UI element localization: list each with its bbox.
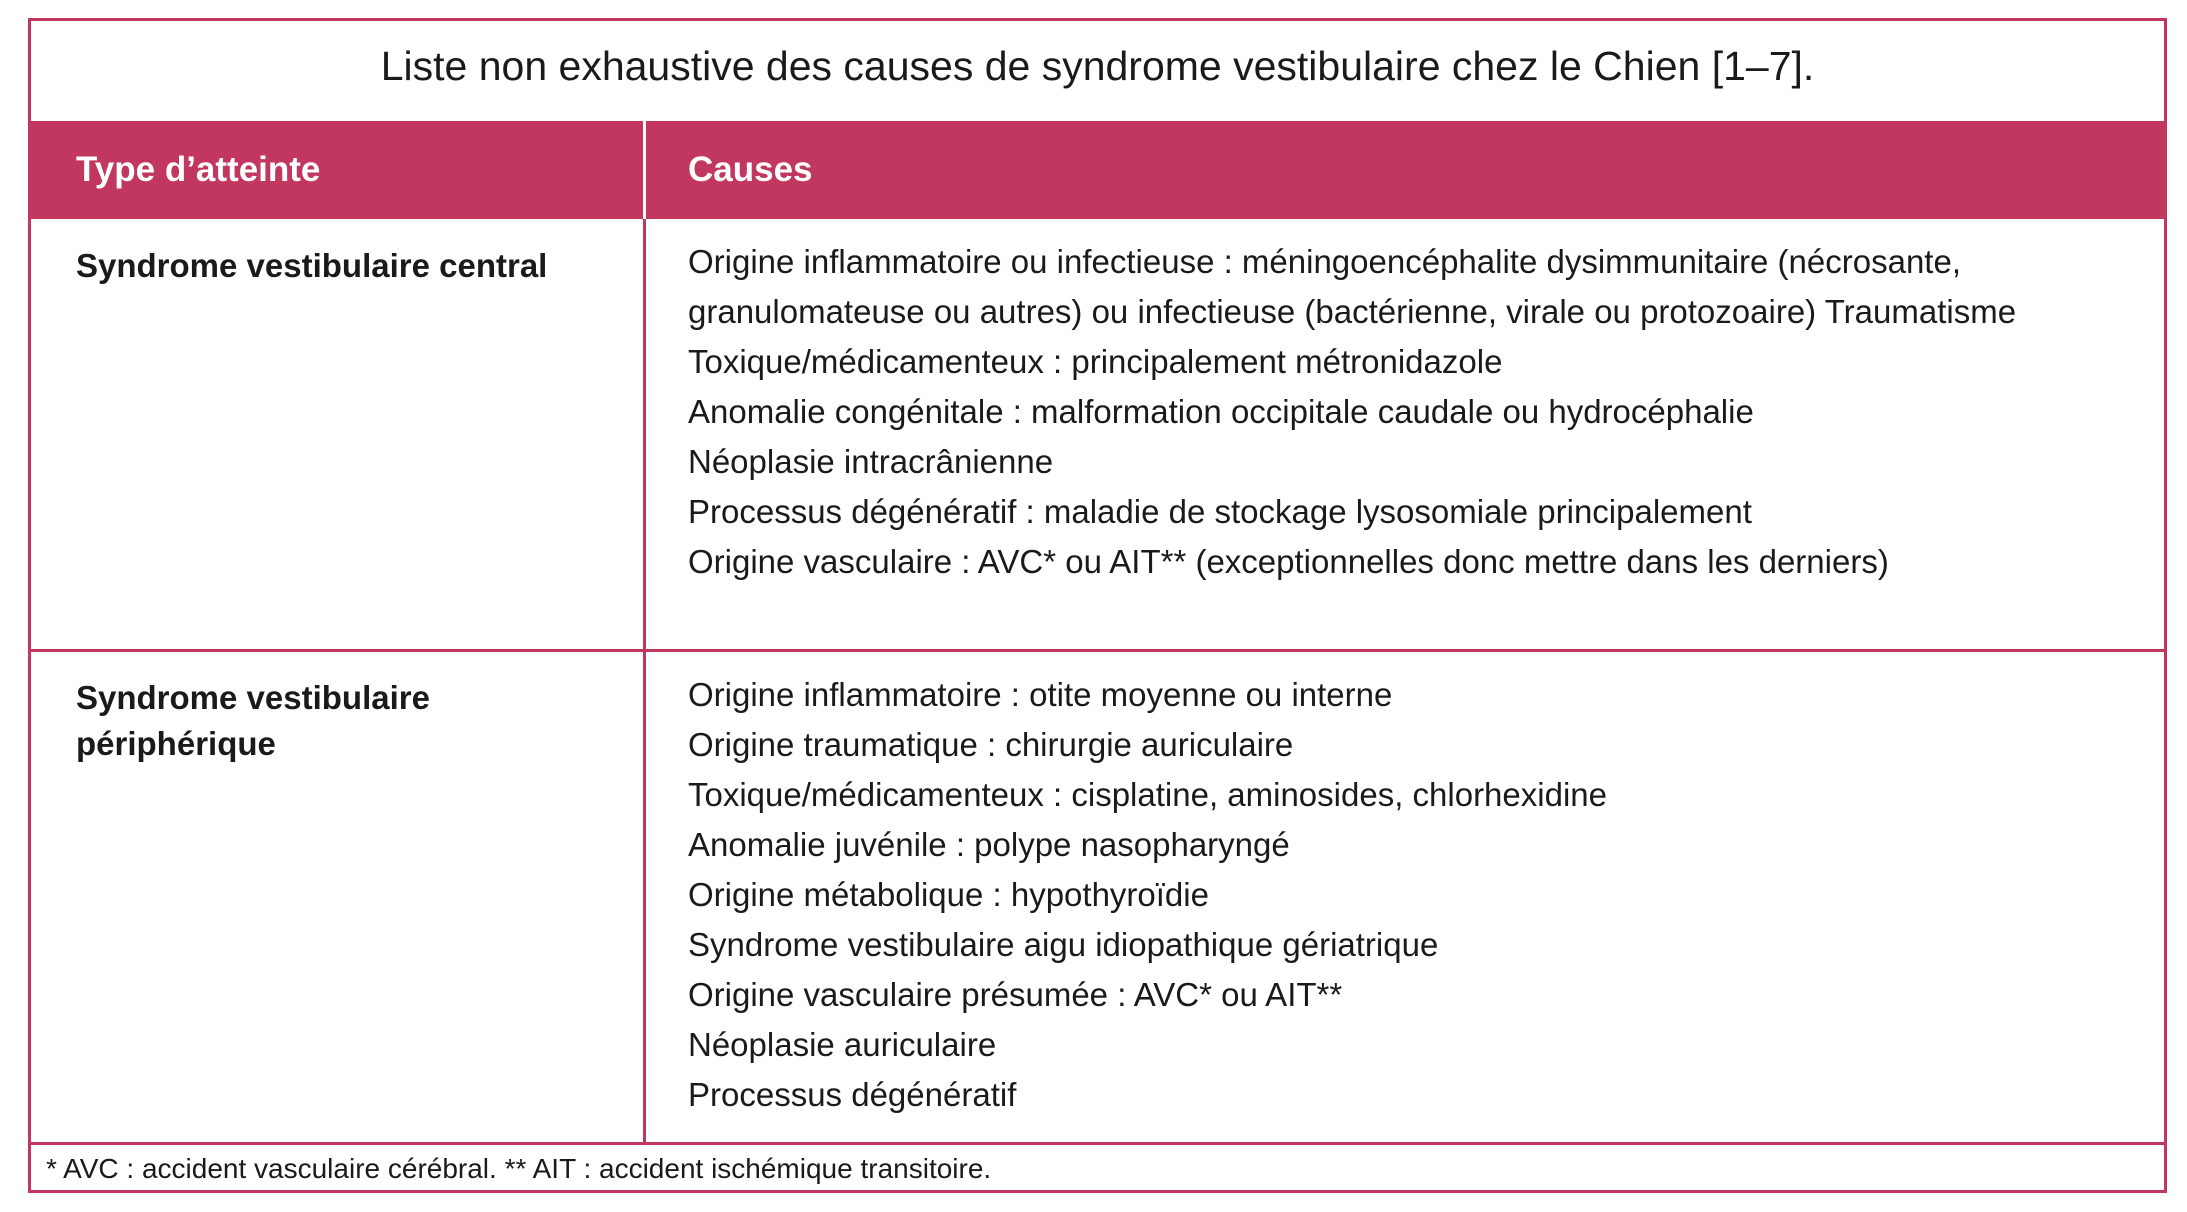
row-type-peripheral: Syndrome vestibulaire périphérique [76,679,430,762]
cause-item: Origine vasculaire présumée : AVC* ou AIT** [688,976,1343,1013]
causes-list-central [688,237,2118,587]
cause-item: Anomalie congénitale : malformation occipitale caudale ou hydrocéphalie [688,393,1754,430]
header-type-of-lesion: Type d’atteinte [76,150,321,189]
cause-item: Néoplasie auriculaire [688,1026,997,1063]
table-header-row [31,121,2164,219]
table-caption: Liste non exhaustive des causes de syndrome vestibulaire chez le Chien [1–7]. [380,42,1815,89]
cause-item: Origine vasculaire : AVC* ou AIT** (exceptionnelles donc mettre dans les derniers) [688,543,1889,580]
header-causes: Causes [688,150,813,189]
cause-item: Néoplasie intracrânienne [688,443,1054,480]
cause-item: Anomalie juvénile : polype nasopharyngé [688,826,1290,863]
cause-item: Processus dégénératif : maladie de stockage lysosomiale principalement [688,493,1752,530]
table-footnote: * AVC : accident vasculaire cérébral. ** AIT : accident ischémique transitoire. [46,1153,992,1184]
cause-item: Origine inflammatoire : otite moyenne ou interne [688,676,1393,713]
causes-table [28,18,2167,1193]
cause-item: Toxique/médicamenteux : principalement métronidazole [688,343,1503,380]
row-type-central: Syndrome vestibulaire central [76,247,548,284]
header-column-divider [643,121,646,219]
column-divider [643,219,646,1142]
cause-item: Origine traumatique : chirurgie auriculaire [688,726,1294,763]
cause-item: Syndrome vestibulaire aigu idiopathique gériatrique [688,926,1439,963]
row-divider [31,649,2164,652]
cause-item: Origine inflammatoire ou infectieuse : méningoencéphalite dysimmunitaire (nécrosante, granulomateuse ou autres) ou infectieuse (bactérienne, virale ou protozoaire) Traumatisme [688,243,2017,330]
cause-item: Processus dégénératif [688,1076,1017,1113]
causes-list-peripheral [688,670,2118,1120]
cause-item: Origine métabolique : hypothyroïdie [688,876,1209,913]
cause-item: Toxique/médicamenteux : cisplatine, aminosides, chlorhexidine [688,776,1607,813]
